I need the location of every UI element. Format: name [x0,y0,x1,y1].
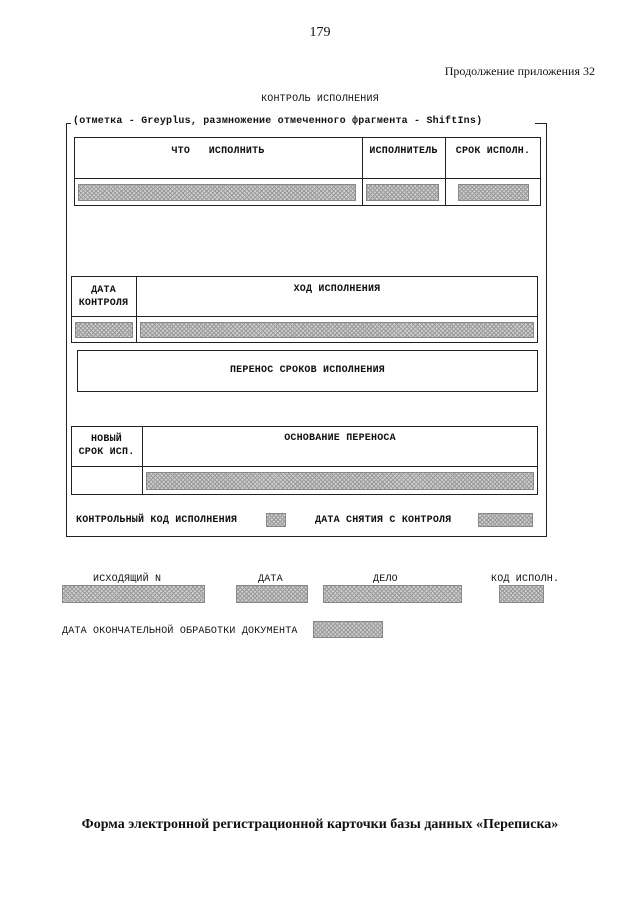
outgoing-date-label: ДАТА [258,574,283,585]
header-what-to-do: ЧТО ИСПОЛНИТЬ [171,146,265,157]
outgoing-exec-code-label: КОД ИСПОЛН. [491,574,560,585]
transfer-label: ПЕРЕНОС СРОКОВ ИСПОЛНЕНИЯ [229,365,386,376]
header-control-date-line2: КОНТРОЛЯ [78,298,129,309]
page-number: 179 [309,25,331,40]
frame-caption: (отметка - Greyplus, размножение отмеченного фрагмента - ShiftIns) [73,116,483,127]
form-caption: Форма электронной регистрационной карточки базы данных «Переписка» [81,817,559,832]
header-new-deadline [71,433,142,459]
header-progress: ХОД ИСПОЛНЕНИЯ [293,284,381,295]
removal-date-field[interactable] [478,513,533,527]
control-code-field[interactable] [266,513,286,527]
final-processing-field[interactable] [313,621,383,638]
header-executor: ИСПОЛНИТЕЛЬ [369,146,438,157]
outgoing-case-field[interactable] [323,585,462,603]
continuation-note: Продолжение приложения 32 [444,64,595,78]
header-control-date [71,284,136,310]
final-processing-label: ДАТА ОКОНЧАТЕЛЬНОЙ ОБРАБОТКИ ДОКУМЕНТА [62,626,298,637]
new-deadline-field[interactable] [75,472,139,490]
transfer-reason-field[interactable] [146,472,534,490]
executor-field[interactable] [366,184,439,201]
outgoing-exec-code-field[interactable] [499,585,544,603]
outgoing-number-label: ИСХОДЯЩИЙ N [93,574,162,585]
header-deadline: СРОК ИСПОЛН. [455,146,531,157]
removal-date-label: ДАТА СНЯТИЯ С КОНТРОЛЯ [315,515,452,526]
deadline-field[interactable] [458,184,529,201]
outgoing-date-field[interactable] [236,585,308,603]
task-field[interactable] [78,184,356,201]
header-control-date-line1: ДАТА [91,285,116,296]
header-new-deadline-line1: НОВЫЙ [90,434,122,445]
header-new-deadline-line2: СРОК ИСП. [78,447,135,458]
outgoing-number-field[interactable] [62,585,205,603]
control-date-field[interactable] [75,322,133,338]
control-code-label: КОНТРОЛЬНЫЙ КОД ИСПОЛНЕНИЯ [76,515,238,526]
section-title: КОНТРОЛЬ ИСПОЛНЕНИЯ [261,94,379,105]
header-transfer-reason: ОСНОВАНИЕ ПЕРЕНОСА [284,433,396,444]
outgoing-case-label: ДЕЛО [373,574,398,585]
progress-field[interactable] [140,322,534,338]
